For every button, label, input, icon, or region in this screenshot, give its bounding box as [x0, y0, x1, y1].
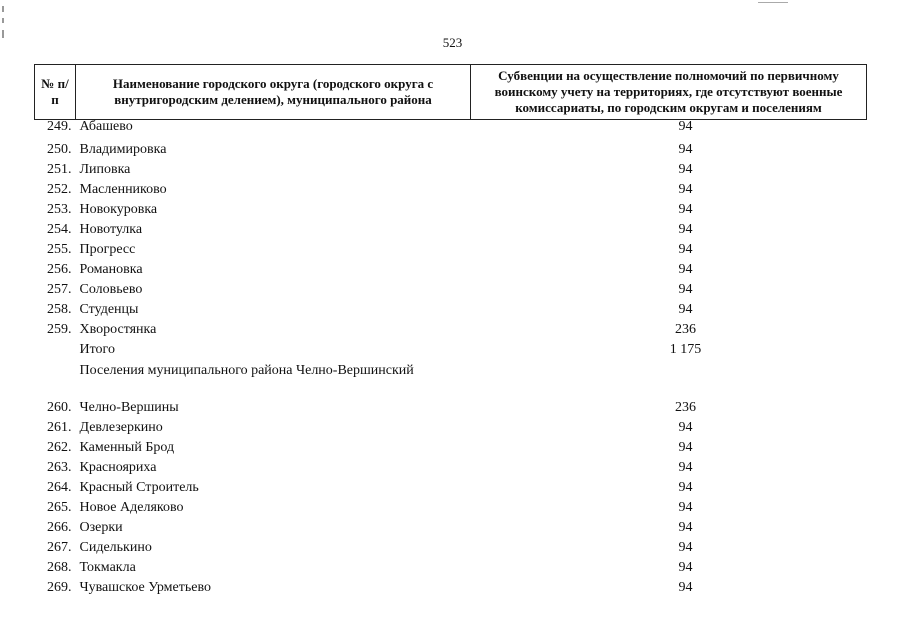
row-number: 269.	[47, 579, 72, 595]
row-name: Хворостянка	[79, 321, 157, 337]
row-value: 94	[678, 539, 693, 555]
row-value: 94	[678, 519, 693, 535]
row-number: 258.	[47, 301, 72, 317]
row-name: Романовка	[79, 261, 143, 277]
scan-top-rule	[758, 2, 788, 3]
row-number: 249.	[47, 119, 72, 134]
total-row	[35, 340, 867, 360]
table-row	[35, 538, 867, 558]
row-value: 94	[678, 201, 693, 217]
row-value: 94	[678, 161, 693, 177]
table-row	[35, 478, 867, 498]
row-name: Липовка	[79, 161, 131, 177]
table-row	[35, 300, 867, 320]
table-row	[35, 200, 867, 220]
row-value: 94	[678, 439, 693, 455]
row-name: Абашево	[79, 119, 133, 134]
row-value: 94	[678, 499, 693, 515]
row-number: 263.	[47, 459, 72, 475]
row-number: 260.	[47, 399, 72, 415]
row-name: Прогресс	[79, 241, 136, 257]
row-name: Масленниково	[79, 181, 167, 197]
row-number: 255.	[47, 241, 72, 257]
row-number: 254.	[47, 221, 72, 237]
table-row	[35, 578, 867, 598]
row-number	[35, 360, 76, 398]
table-row	[35, 160, 867, 180]
row-number: 252.	[47, 181, 72, 197]
row-value: 94	[678, 261, 693, 277]
row-number: 264.	[47, 479, 72, 495]
row-name: Соловьево	[79, 281, 143, 297]
row-value: 94	[678, 419, 693, 435]
row-number: 250.	[47, 141, 72, 157]
table-body	[35, 120, 867, 598]
table-row	[35, 240, 867, 260]
row-value: 94	[678, 559, 693, 575]
row-value: 94	[678, 221, 693, 237]
row-number: 257.	[47, 281, 72, 297]
row-name: Челно-Вершины	[79, 399, 179, 415]
row-number: 261.	[47, 419, 72, 435]
table-row	[35, 140, 867, 160]
row-value: 94	[678, 141, 693, 157]
row-value: 94	[678, 241, 693, 257]
row-value: 94	[678, 181, 693, 197]
row-value: 94	[678, 579, 693, 595]
row-number: 265.	[47, 499, 72, 515]
row-number: 262.	[47, 439, 72, 455]
row-number: 256.	[47, 261, 72, 277]
row-value: 236	[675, 399, 696, 415]
table-row	[35, 120, 867, 140]
row-value: 94	[678, 281, 693, 297]
table-header-row	[35, 65, 867, 120]
row-value	[471, 360, 867, 398]
row-name: Красный Строитель	[79, 479, 199, 495]
table-row	[35, 498, 867, 518]
row-name: Новотулка	[79, 221, 143, 237]
row-name: Девлезеркино	[79, 419, 163, 435]
row-name: Токмакла	[79, 559, 136, 575]
row-name: Итого	[79, 341, 115, 357]
row-value: 94	[678, 119, 693, 134]
table-row	[35, 418, 867, 438]
row-number: 268.	[47, 559, 72, 575]
row-value: 94	[678, 459, 693, 475]
table-row	[35, 518, 867, 538]
row-number: 267.	[47, 539, 72, 555]
table-row	[35, 398, 867, 418]
table-row	[35, 438, 867, 458]
table-row	[35, 180, 867, 200]
row-name: Владимировка	[79, 141, 167, 157]
subvention-table	[34, 64, 867, 598]
row-value: 236	[675, 321, 696, 337]
row-name: Каменный Брод	[79, 439, 175, 455]
table-row	[35, 320, 867, 340]
row-number: 251.	[47, 161, 72, 177]
row-value: 94	[678, 301, 693, 317]
row-name: Озерки	[79, 519, 123, 535]
section-heading-row	[35, 360, 867, 398]
header-num: № п/п	[35, 65, 76, 120]
header-name: Наименование городского округа (городского округа с внутригородским делением), муниципального района	[76, 65, 471, 120]
row-name: Поселения муниципального района Челно-Вершинский	[79, 362, 414, 378]
row-value: 1 175	[669, 341, 702, 357]
row-name: Краснояриха	[79, 459, 157, 475]
header-value: Субвенции на осуществление полномочий по первичному воинскому учету на территориях, где отсутствуют военные комиссариаты, по городским округам и поселениям	[471, 65, 867, 120]
row-number: 266.	[47, 519, 72, 535]
page-number: 523	[442, 35, 463, 50]
row-number: 259.	[47, 321, 72, 337]
table-row	[35, 458, 867, 478]
table-row	[35, 558, 867, 578]
row-number	[35, 340, 76, 360]
row-value: 94	[678, 479, 693, 495]
table-row	[35, 280, 867, 300]
row-name: Новое Аделяково	[79, 499, 184, 515]
row-name: Студенцы	[79, 301, 139, 317]
row-number: 253.	[47, 201, 72, 217]
row-name: Сиделькино	[79, 539, 152, 555]
table-row	[35, 260, 867, 280]
row-name: Новокуровка	[79, 201, 158, 217]
table-row	[35, 220, 867, 240]
row-name: Чувашское Урметьево	[79, 579, 211, 595]
